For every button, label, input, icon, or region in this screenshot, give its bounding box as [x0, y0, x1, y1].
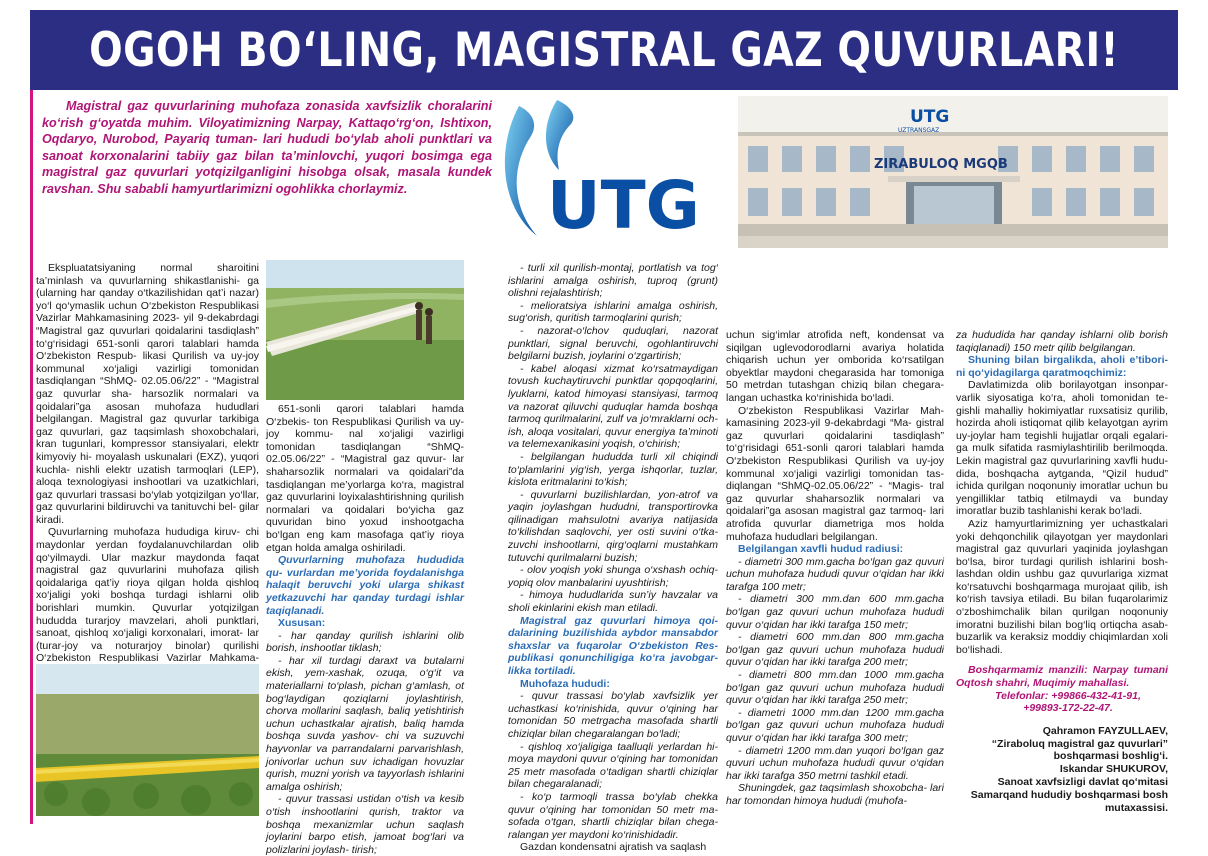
col4-title: Belgilangan xavfli hudud radiusi: — [738, 543, 904, 556]
column-2 — [266, 403, 464, 856]
col3-item-5: - belgilangan hududda turli xil chiqindi to‘plamlarini yig‘ish, yerga ishqorlar, tuzlar, kislota eritmalarini to‘kish; — [508, 450, 718, 489]
signature-1-name: Qahramon FAYZULLAEV, — [1042, 724, 1168, 737]
pipeline-photo-bottom — [36, 664, 259, 816]
col4-diameter-4: - diametri 800 mm.dan 1000 mm.gacha bo‘lgan gaz quvuri uchun muhofaza hududi quvur o‘qidan har ikki tarafga 250 metr; — [726, 669, 944, 707]
building-photo — [738, 96, 1168, 248]
col5-contact-phone-2: +99893-172-22-47. — [1023, 702, 1113, 715]
col2-warning: Quvurlarning muhofaza hududida qu- vurlardan me’yorida foydalanishga halaqit beruvchi yoki ularga shikast yetkazuvchi har qanday turdagi ishlar taqiqlanadi. — [266, 554, 464, 617]
building-logo-text: UTG — [910, 107, 950, 127]
col2-xususan: Xususan: — [278, 617, 326, 630]
signature-2-name: Iskandar SHUKUROV, — [1059, 763, 1168, 776]
col1-paragraph-2: Quvurlarning muhofaza hududiga kiruv- chi maydonlar yerdan foydalanuvchilardan olib qo‘yilmaydi. Ular mazkur maydonda faqat magistral gaz quvurlarini muhofaza qilish qoidalariga qat’iy rioya qilgan holda qishloq xo‘jaligi yoki boshqa turdagi ishlarni olib borishlari mumkin. Quvurlar yotqizilgan hududda turarjoy mavzelari, aholi punktlari, sanoat, qishloq xo‘jaligi korxonalari, imorat- lar (turar-joy va noturarjoy binolar) qurilishi O‘zbekiston Respublikasi Vazirlar Mahkama- — [36, 526, 259, 665]
col5-paragraph-2: Davlatimizda olib borilayotgan insonpar- varlik siyosatiga ko‘ra, aholi tomonidan te- gishli mahalliy hokimiyatlar ruxsatisiz qurilib, hozirda aholi istiqomat qilib kelayotgan ayrim uy-joylar ham tegishli hujjatlar orqali egalari- ga mulk sifatida rasmiylashtirilib berilmoqda. Lekin magistral gaz quvurlarining xavfli hudu- dida, boshqacha aytganda, “Qizil hudud” ichida qurilgan noqonuniy imoratlar uchun bu yengilliklar tatbiq etilmaydi va bunday imoratlar buzib tashlanishi kerak bo‘ladi. — [956, 379, 1168, 518]
col4-diameter-5: - diametri 1000 mm.dan 1200 mm.gacha bo‘lgan gaz quvuri uchun muhofaza hududi quvur o‘qidan har ikki tarafga 300 metr; — [726, 706, 944, 744]
pipeline-photo-top — [266, 260, 464, 400]
col2-item-1: - har qanday qurilish ishlarini olib borish, inshootlar tiklash; — [266, 629, 464, 655]
signature-1-role: “Ziraboluq magistral gaz quvurlari” boshqarmasi boshlig‘i. — [991, 737, 1168, 763]
col4-paragraph-1: uchun sig‘imlar atrofida neft, kondensat va siqilgan uglevodorodlarni avariya holatida chiqarish uchun yer omborida ko‘rsatilgan obyektlar maydoni chegarasida har tomoniga 50 metrdan tutashgan chiziq bilan chegara- langan uchastka ko‘rinishida bo‘ladi. — [726, 329, 944, 404]
col5-title: Shuning bilan birgalikda, aholi e’tibori- ni qo‘yidagilarga qaratmoqchimiz: — [956, 354, 1168, 379]
col3-muhofaza-2: - qishloq xo‘jaligiga taalluqli yerlardan hi- moya maydoni quvur o‘qining har tomonidan 25 metr masofada o‘tadigan shartli chiziqlar bilan chegaralanadi; — [508, 740, 718, 791]
col5-contact-phone-1: Telefonlar: +99866-432-41-91, — [995, 689, 1141, 702]
col3-warning: Magistral gaz quvurlari himoya qoi- dalarining buzilishida aybdor mansabdor shaxslar va fuqarolar O‘zbekiston Res- publikasi qonunchiligiga ko‘ra javobgar- likka tortiladi. — [508, 614, 718, 677]
utg-logo-icon — [497, 96, 729, 248]
signature-2-role: Sanoat xavfsizligi davlat qo‘mitasi Samarqand hududiy boshqarmasi bosh mutaxassisi. — [970, 776, 1168, 814]
col4-diameter-2: - diametri 300 mm.dan 600 mm.gacha bo‘lgan gaz quvuri uchun muhofaza hududi quvur o‘qidan har ikki tarafga 150 metr; — [726, 593, 944, 631]
col5-contact-address: Boshqarmamiz manzili: Narpay tumani Oqtosh shahri, Muqimiy mahallasi. — [956, 664, 1168, 690]
col4-diameter-6: - diametri 1200 mm.dan yuqori bo‘lgan gaz quvuri uchun muhofaza hududi quvur o‘qidan har ikki tarafga 350 metrni tashkil etadi. — [726, 744, 944, 782]
col3-item-4: - kabel aloqasi xizmat ko‘rsatmaydigan tovush kuchaytiruvchi punktlar qopqoqlarini, lyuklarni, katod himoyasi stansiyasi, tarmoq va nazorat qiluvchi quduqlar hamda boshqa tarmoq qurilmalarini, zulf va jo‘mraklarni och- ish, aloqa vositalari, quvur energiya ta’minoti va telemexanikasini yoqish, o‘chirish; — [508, 362, 718, 451]
col1-paragraph-1: Ekspluatatsiyaning normal sharoitini ta’minlash va quvurlarning shikastlanishi- ga (ularning har qanday o‘tkazilishidan qat’i nazar) yo‘l qo‘ymaslik uchun O‘zbekiston Respublikasi Vazirlar Mahkamasining 2023- yil 9-dekabrdagi “Magistral gaz quvurlari qoidalarini tasdiqlash” to‘g‘risidagi 651-sonli qarori talablari hamda O‘zbekiston Respub- likasi Qurilish va uy-joy kommunal xo‘jaligi vazirligi tomonidan tasdiqlangan “ShMQ- 02.05.06/22” - “Magistral gaz quvurlar sha- harsozlik normalari va qoidalari”ga asosan muhofaza hududlari belgilangan. Magistral gaz quvurlar tarkibiga gaz quvurlari, gaz taqsimlash shoxobchalari, kran tugunlari, kompressor stansiyalari, elektr kimyoviy hi- moyalash uskunalari (EXZ), yuqori kuchla- nishli elektr uzatish tarmoqlari (LEP), aloqa texnologiyasi inshootlari va uzatkichlari, gaz quvurlari trassasi bo‘ylab yotqizilgan yo‘llar, gaz quvurlarini bildiruvchi va tanituvchi bel- gilar kiradi. — [36, 262, 259, 526]
col4-diameter-1: - diametri 300 mm.gacha bo‘lgan gaz quvuri uchun muhofaza hududi quvur o‘qidan har ikki tarafga 100 metr; — [726, 555, 944, 593]
col5-paragraph-1: za hududida har qanday ishlarni olib borish taqiqlanadi) 150 metr qilib belgilangan. — [956, 329, 1168, 354]
intro-lead: Magistral gaz quvurlarining muhofaza zonasida xavfsizlik choralarini ko‘rish g‘oyatda muhim. Viloyatimizning Narpay, Kattaqo‘rg‘on, Ishtixon, Oqdaryo, Nurobod, Payariq tuman- lari hududi bo‘ylab aholi punktlari va sanoat korxonalarini tabiiy gaz bilan ta’minlovchi, yuqori bosimga ega magistral gaz quvurlari yotqizilganligini hisobga olsak, masala kundek ravshan. Shu sababli hamyurtlarimizni ogohlikka chorlaymiz. — [42, 99, 492, 196]
col3-muhofaza-title: Muhofaza hududi: — [520, 677, 610, 690]
column-3 — [508, 262, 718, 854]
col3-item-3: - nazorat-o‘lchov quduqlari, nazorat punktlari, signal beruvchi, ogohlantiruvchi belgilarni buzish, joylarini o‘zgartirish; — [508, 324, 718, 363]
headline: OGOH BO‘LING, MAGISTRAL GAZ QUVURLARI! — [89, 22, 1119, 78]
col4-paragraph-3: Shuningdek, gaz taqsimlash shoxobcha- lari har tomondan himoya hududi (muhofa- — [726, 782, 944, 807]
col3-item-1: - turli xil qurilish-montaj, portlatish va tog‘ ishlarini amalga oshirish, tuproq (grunt) olishni rejalashtirish; — [508, 262, 718, 300]
col4-paragraph-2: O‘zbekiston Respublikasi Vazirlar Mah- kamasining 2023-yil 9-dekabrdagi “Ma- gistral gaz quvurlari qoidalarini tasdiqlash” to‘g‘risidagi 651-sonli qarori talablari hamda O‘zbekiston Respublikasi Qurilish va uy-joy kommunal xo‘jaligi vazirligi tomonidan tas- diqlangan “ShMQ-02.05.06/22” - “Magis- tral gaz quvurlar shaharsozlik normalari va qoidalari”ga asosan magistral gaz tarmoq- lari atrofida quvurlar diametriga mos holda muhofaza hududlari belgilangan. — [726, 404, 944, 543]
col5-paragraph-3: Aziz hamyurtlarimizning yer uchastkalari yoki dehqonchilik qilayotgan yer maydonlari magistral gaz quvurlari yaqinida joylashgan bo‘lsa, biror turdagi qurilish ishlarini bosh- lashdan oldin ushbu gaz quvurlariga xizmat ko‘rsatuvchi boshqarmaga murojaat qilib, ish ko‘rish tavsiya etiladi. Bu bilan fuqarolarimiz o‘zboshimchalik bilan qurilgan noqonuniy imoratni buzilishi bilan bog‘liq ortiqcha asab- buzarlik va keraksiz moddiy chiqimlardan xoli bo‘lishadi. — [956, 517, 1168, 656]
col3-item-6: - quvurlarni buzilishlardan, yon-atrof va yaqin joylashgan hududni, transportirovka qilinadigan mahsulotni avariya natijasida to‘kilishdan saqlovchi, yer osti suvini o‘tka- zuvchi inshootlarni, qirg‘oqlarni mustahkam tutuvchi qurilmalarni buzish; — [508, 488, 718, 564]
col3-muhofaza-3: - ko‘p tarmoqli trassa bo‘ylab chekka quvur o‘qining har tomonidan 50 metr ma- sofada o‘tgan, shartli chiziqlar bilan chega- ralangan yer maydoni ko‘rinishidadir. — [508, 790, 718, 841]
col3-item-7: - olov yoqish yoki shunga o‘xshash ochiq- yopiq olov manbalarini uyushtirish; — [508, 564, 718, 589]
col2-paragraph-1: 651-sonli qarori talablari hamda O‘zbekis- ton Respublikasi Qurilish va uy-joy kommu- nal xo‘jaligi vazirligi tomonidan tasdiqlangan “ShMQ-02.05.06/22” - “Magistral gaz quvur- lar shaharsozlik normalari va qoidalari”da tasdiqlangan me’yorlarga ko‘ra, magistral gaz quvurlarini loyixalashtirishning qurilish normalari va qoidalari bo‘yicha gaz quvuridan bino yoxud inshootgacha bo‘lgan eng kam masofaga qat’iy rioya etgan holda amalga oshiriladi. — [266, 403, 464, 554]
col3-item-2: - melioratsiya ishlarini amalga oshirish, sug‘orish, quritish tarmoqlarini qurish; — [508, 299, 718, 325]
col2-item-3: - quvur trassasi ustidan o‘tish va kesib o‘tish inshootlarini qurish, traktor va boshqa mexanizmlar uchun saqlash joylarini barpo etish, jamoat bog‘lari va polizlarini joylash- tirish; — [266, 793, 464, 856]
col2-item-2: - har xil turdagi daraxt va butalarni ekish, yem-xashak, ozuqa, o‘g‘it va materiallarni to‘plash, pichan g‘amlash, ot bog‘laydigan qoziqlarni joylashtirish, chorva mollarini saqlash, baliq yetishtirish uchun uchastkalar ajratish, baliq hamda boshqa suvda yashov- chi va suzuvchi hayvonlar va parrandalarni parvarishlash, jonivorlar uchun suv ichadigan hovuzlar qurish, muzni yorish va tayyorlash ishlarini amalga oshirish; — [266, 654, 464, 793]
col4-diameter-3: - diametri 600 mm.dan 800 mm.gacha bo‘lgan gaz quvuri uchun muhofaza hududi quvur o‘qidan har ikki tarafga 200 metr; — [726, 631, 944, 669]
column-5 — [956, 329, 1168, 820]
col3-item-8: - himoya hududlarida sun’iy havzalar va sholi ekinlarini ekish man etiladi. — [508, 589, 718, 615]
col3-muhofaza-1: - quvur trassasi bo‘ylab xavfsizlik yer uchastkasi ko‘rinishida, quvur o‘qining har tomonidan 50 metrgacha masofada shartli chiziqlar bilan chegaralangan bo‘ladi; — [508, 690, 718, 740]
col3-last: Gazdan kondensatni ajratish va saqlash — [520, 841, 707, 854]
column-4 — [726, 329, 944, 820]
utg-logo-text: UTG — [547, 167, 700, 244]
building-logo-sub: UZTRANSGAZ — [898, 127, 940, 134]
building-sign-text: ZIRABULOQ MGQB — [874, 157, 1008, 172]
column-1 — [36, 262, 259, 665]
left-frame-line — [30, 90, 33, 824]
headline-banner — [30, 10, 1178, 90]
utg-logo — [497, 96, 729, 248]
